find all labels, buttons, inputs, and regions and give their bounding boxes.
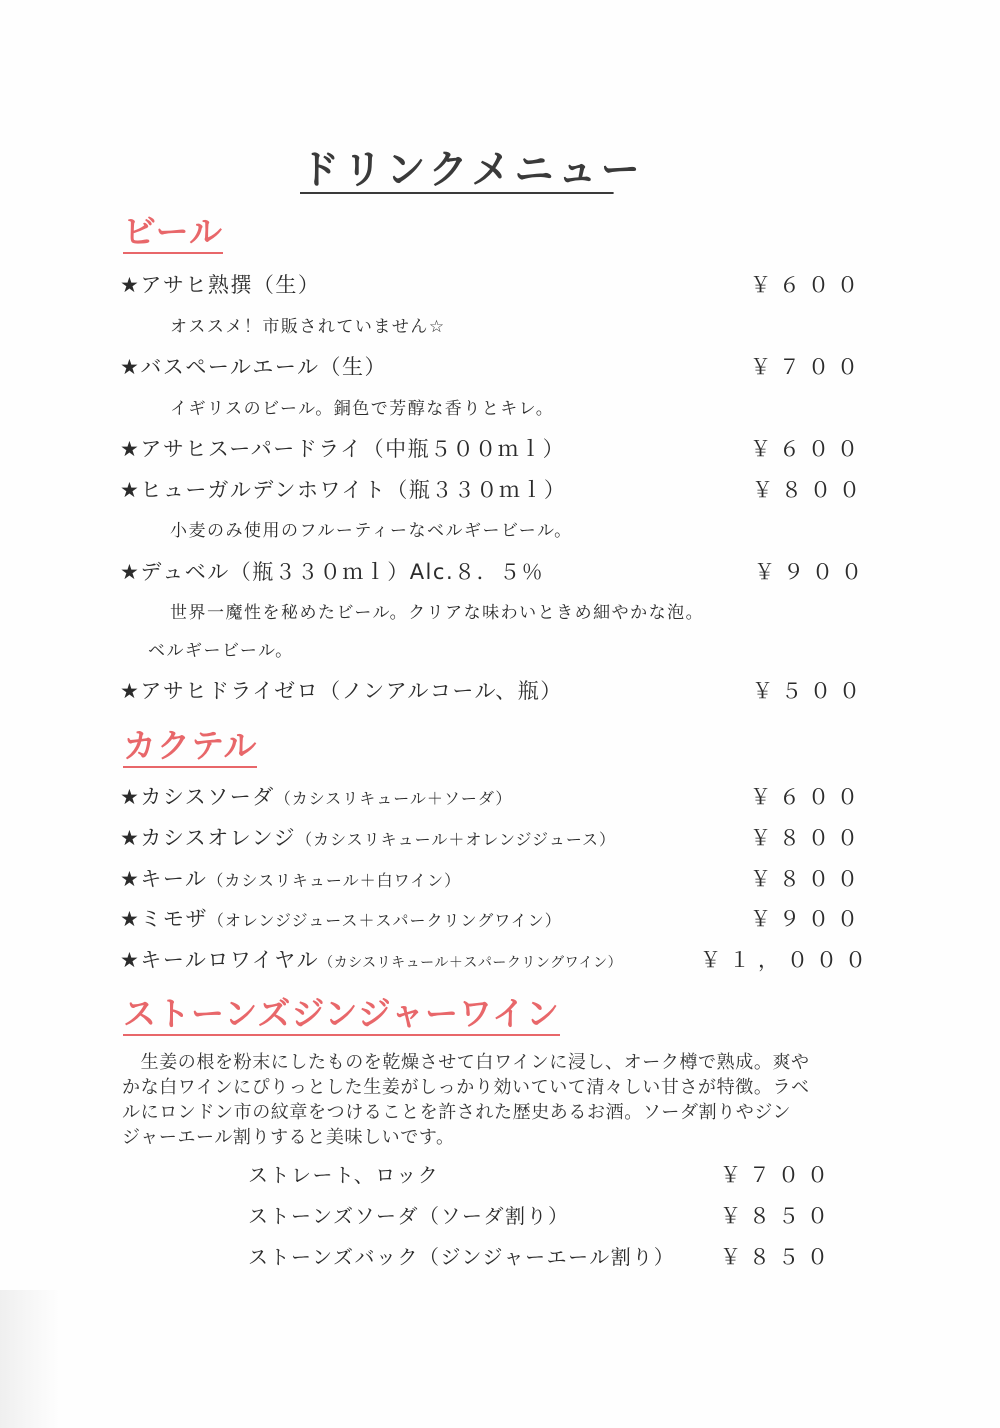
item-name-group: [120, 823, 616, 855]
menu-item: [120, 782, 866, 812]
menu-item: [248, 1201, 848, 1231]
item-name-group: [120, 864, 461, 896]
item-note: （カシスリキュール＋オレンジジュース）: [296, 830, 617, 849]
menu-item: [120, 904, 866, 934]
description-line: ルにロンドン市の紋章をつけることを許された歴史あるお酒。ソーダ割りやジン: [122, 1102, 792, 1123]
item-price: ￥８５０: [720, 1245, 836, 1269]
item-price: ￥７００: [720, 1163, 836, 1187]
item-name: ★アサヒスーパードライ（中瓶５００ｍｌ）: [120, 437, 566, 461]
item-price: ￥８００: [752, 478, 868, 502]
description-line: かな白ワインにぴりっとした生姜がしっかり効いていて清々しい甘さが特徴。ラベ: [122, 1077, 810, 1098]
item-price: ￥８００: [750, 826, 866, 850]
item-name: ストレート、ロック: [248, 1163, 440, 1187]
item-price: ￥１，０００: [700, 948, 874, 972]
item-name: ★アサヒドライゼロ（ノンアルコール、瓶）: [120, 679, 563, 703]
menu-item: [120, 864, 866, 894]
item-price: ￥５００: [752, 679, 868, 703]
section-heading-beer: ビール: [123, 214, 223, 254]
scan-shadow: [0, 1290, 60, 1428]
item-name: ★アサヒ熟撰（生）: [120, 273, 321, 297]
item-description: 小麦のみ使用のフルーティーなベルギービール。: [170, 521, 573, 541]
menu-item: [120, 945, 874, 975]
menu-item: [120, 823, 866, 853]
menu-item: [120, 352, 866, 382]
item-name: ★バスペールエール（生）: [120, 355, 387, 379]
item-name: ★ヒューガルデンホワイト（瓶３３０ｍｌ）: [120, 478, 567, 502]
item-note: （カシスリキュール＋白ワイン）: [207, 871, 462, 890]
item-name: ★カシスソーダ: [120, 785, 275, 809]
item-price: ￥６００: [750, 437, 866, 461]
item-name: ストーンズバック（ジンジャーエール割り）: [248, 1245, 676, 1269]
item-name: ★キール: [120, 867, 208, 891]
item-name: ★ミモザ: [120, 907, 208, 931]
menu-item: [248, 1160, 848, 1190]
menu-item: [120, 676, 868, 706]
item-note: （カシスリキュール＋スパークリングワイン）: [319, 955, 623, 971]
description-line: ジャーエール割りすると美味しいです。: [122, 1127, 455, 1148]
stones-description: [122, 1050, 842, 1150]
item-price: ￥９００: [750, 907, 866, 931]
item-note: （オレンジジュース＋スパークリングワイン）: [207, 911, 562, 930]
page-title: ドリンクメニュー: [300, 147, 644, 193]
item-price: ￥６００: [750, 785, 866, 809]
item-description: 世界一魔性を秘めたビール。クリアな味わいときめ細やかな泡。: [170, 603, 705, 623]
description-line: 生姜の根を粉末にしたものを乾燥させて白ワインに浸し、オーク樽で熟成。爽や: [122, 1052, 810, 1073]
item-price: ￥８５０: [720, 1204, 836, 1228]
section-heading-stones-ginger-wine: ストーンズジンジャーワイン: [123, 996, 560, 1036]
item-price: ￥６００: [750, 273, 866, 297]
item-name-group: [120, 904, 562, 936]
item-name: ストーンズソーダ（ソーダ割り）: [248, 1204, 570, 1228]
item-description: オススメ！市販されていません☆: [170, 317, 446, 337]
item-description: イギリスのビール。銅色で芳醇な香りとキレ。: [170, 399, 555, 419]
item-name: ★キールロワイヤル: [120, 948, 320, 972]
menu-item: [120, 475, 868, 505]
item-price: ￥９００: [754, 560, 870, 584]
menu-item: [120, 434, 866, 464]
item-price: ￥７００: [750, 355, 866, 379]
item-name: ★デュベル（瓶３３０ｍｌ）Alc.８．５％: [120, 560, 545, 584]
item-price: ￥８００: [750, 867, 866, 891]
item-name: ★カシスオレンジ: [120, 826, 297, 850]
menu-item: [120, 270, 866, 300]
menu-item: [120, 557, 870, 587]
item-name-group: [120, 782, 512, 814]
item-name-group: [120, 945, 622, 978]
item-description-continued: ベルギービール。: [148, 641, 294, 661]
section-heading-cocktail: カクテル: [123, 728, 257, 768]
item-note: （カシスリキュール＋ソーダ）: [274, 789, 513, 808]
menu-item: [248, 1242, 848, 1272]
